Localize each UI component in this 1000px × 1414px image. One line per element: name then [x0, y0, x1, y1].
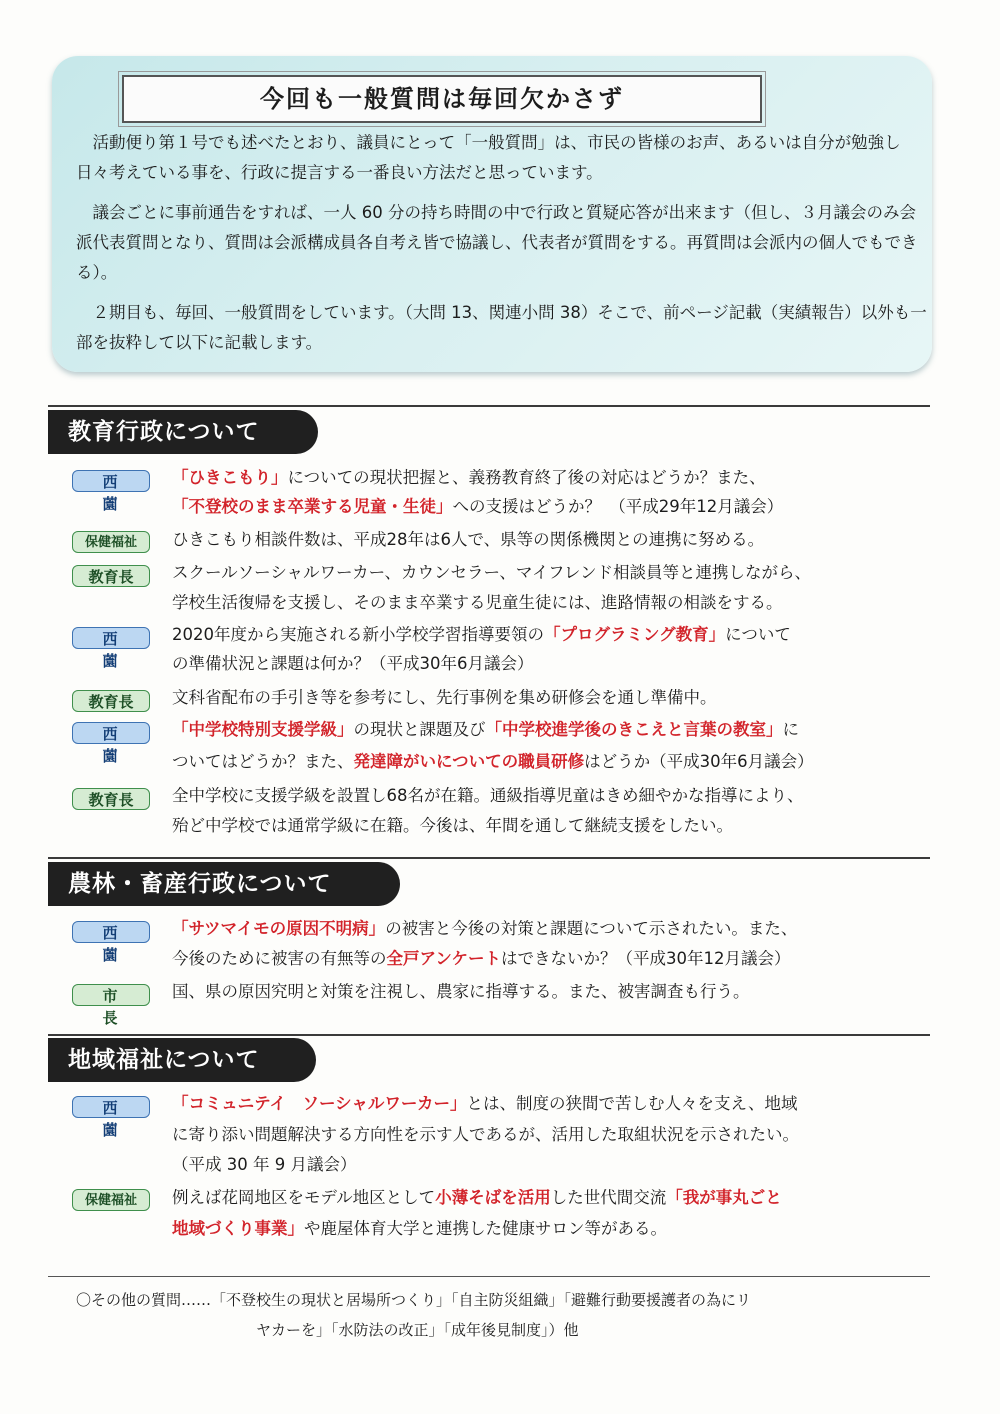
answer-line: ひきこもり相談件数は、平成28年は6人で、県等の関係機関との連携に努める。: [172, 530, 765, 549]
speaker-tag: 西 薗: [72, 722, 150, 744]
speaker-tag: 西 薗: [72, 1096, 150, 1118]
intro-title: 今回も一般質問は毎回欠かさず: [122, 75, 762, 123]
question-line: 「ひきこもり」についての現状把握と、義務教育終了後の対応はどうか？また、: [172, 468, 766, 487]
answer-line: 学校生活復帰を支援し、そのまま卒業する児童生徒には、進路情報の相談をする。: [172, 593, 783, 612]
answer-line: 例えば花岡地区をモデル地区として小薄そばを活用した世代間交流「我が事丸ごと: [172, 1188, 782, 1207]
question-line: （平成 30 年 9 月議会）: [172, 1155, 357, 1174]
section-title-education: 教育行政について: [48, 410, 318, 454]
question-line: 「コミュニテイ ソーシャルワーカー」とは、制度の狭間で苦しむ人々を支え、地域: [172, 1094, 798, 1113]
speaker-tag: 市 長: [72, 984, 150, 1006]
section-rule: [48, 405, 930, 407]
question-line: 今後のために被害の有無等の全戸アンケートはできないか？（平成30年12月議会）: [172, 949, 791, 968]
footer-rule: [48, 1276, 930, 1277]
answer-line: スクールソーシャルワーカー、カウンセラー、マイフレンド相談員等と連携しながら、: [172, 563, 811, 582]
intro-paragraph-3: ２期目も、毎回、一般質問をしています。（大問 13、関連小問 38）そこで、前ページ記載（実績報告）以外も一部を抜粋して以下に記載します。: [76, 303, 927, 352]
section-rule: [48, 857, 930, 859]
answer-line: 全中学校に支援学級を設置し68名が在籍。通級指導児童はきめ細やかな指導により、: [172, 786, 804, 805]
question-line: 「サツマイモの原因不明病」の被害と今後の対策と課題について示されたい。また、: [172, 919, 798, 938]
speaker-tag: 保健福祉: [72, 531, 150, 553]
speaker-tag: 西 薗: [72, 627, 150, 649]
speaker-tag: 西 薗: [72, 921, 150, 943]
question-line: ついてはどうか？また、発達障がいについての職員研修はどうか（平成30年6月議会）: [172, 752, 814, 771]
question-line: に寄り添い問題解決する方向性を示す人であるが、活用した取組状況を示されたい。: [172, 1125, 799, 1144]
speaker-tag: 教育長: [72, 565, 150, 587]
section-title-welfare: 地域福祉について: [48, 1038, 316, 1082]
speaker-tag: 西 薗: [72, 470, 150, 492]
question-line: の準備状況と課題は何か？（平成30年6月議会）: [172, 654, 534, 673]
speaker-tag: 保健福祉: [72, 1189, 150, 1211]
section-rule: [48, 1034, 930, 1036]
question-line: 「不登校のまま卒業する児童・生徒」への支援はどうか？ （平成29年12月議会）: [172, 497, 784, 516]
intro-paragraph-2: 議会ごとに事前通告をすれば、一人 60 分の持ち時間の中で行政と質疑応答が出来ます（但し、３月議会のみ会派代表質問となり、質問は会派構成員各自考え皆で協議し、代表者が質問をする。再質問は会派内の個人でもできる）。: [76, 203, 918, 282]
speaker-tag: 教育長: [72, 788, 150, 810]
answer-line: 国、県の原因究明と対策を注視し、農家に指導する。また、被害調査も行う。: [172, 982, 750, 1001]
other-questions-cont: ヤカーを」「水防法の改正」「成年後見制度」）他: [256, 1321, 579, 1339]
speaker-tag: 教育長: [72, 690, 150, 712]
other-questions: 〇その他の質問……「不登校生の現状と居場所つくり」「自主防災組織」「避難行動要援護者の為にリ: [76, 1291, 752, 1309]
section-title-agriculture: 農林・畜産行政について: [48, 862, 400, 906]
question-line: 「中学校特別支援学級」の現状と課題及び「中学校進学後のきこえと言葉の教室」に: [172, 720, 799, 739]
answer-line: 地域づくり事業」や鹿屋体育大学と連携した健康サロン等がある。: [172, 1219, 667, 1238]
answer-line: 文科省配布の手引き等を参考にし、先行事例を集め研修会を通し準備中。: [172, 688, 717, 707]
intro-paragraph-1: 活動便り第１号でも述べたとおり、議員にとって「一般質問」は、市民の皆様のお声、あるいは自分が勉強し日々考えている事を、行政に提言する一番良い方法だと思っています。: [76, 133, 901, 182]
question-line: 2020年度から実施される新小学校学習指導要領の「プログラミング教育」について: [172, 625, 791, 644]
answer-line: 殆ど中学校では通常学級に在籍。今後は、年間を通して継続支援をしたい。: [172, 816, 733, 835]
